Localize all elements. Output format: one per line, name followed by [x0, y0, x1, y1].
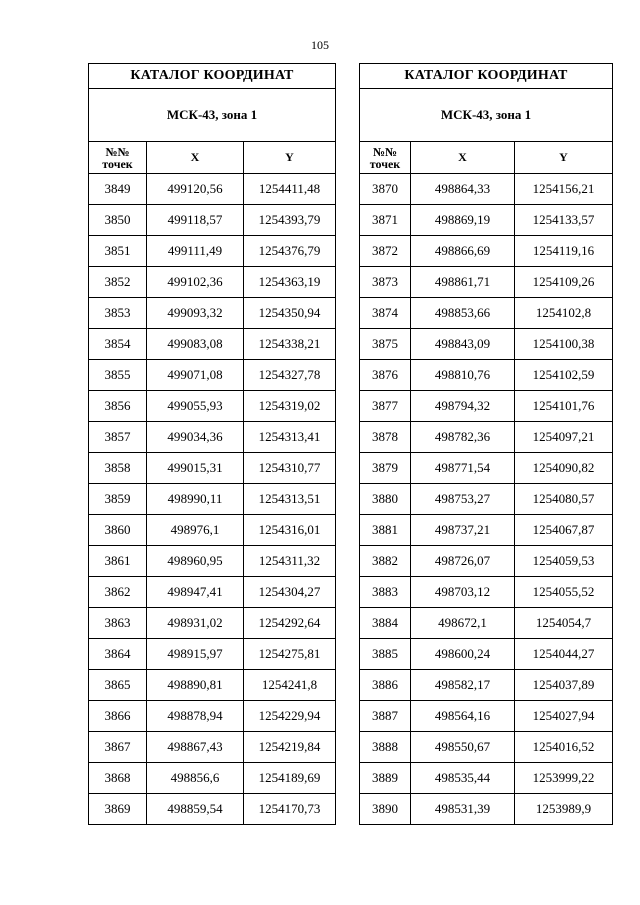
table-row: [360, 484, 613, 515]
cell-point-number: 3857: [89, 422, 147, 453]
cell-y: 1254350,94: [244, 298, 336, 329]
cell-y: 1254319,02: [244, 391, 336, 422]
table-row: [360, 174, 613, 205]
table-row: [89, 174, 336, 205]
table-row: [89, 670, 336, 701]
cell-point-number: 3861: [89, 546, 147, 577]
table-row: [360, 670, 613, 701]
cell-point-number: 3869: [89, 794, 147, 825]
cell-point-number: 3864: [89, 639, 147, 670]
cell-y: 1254393,79: [244, 205, 336, 236]
table-row: [89, 701, 336, 732]
cell-point-number: 3876: [360, 360, 411, 391]
cell-x: 499120,56: [147, 174, 244, 205]
cell-y: 1254109,26: [515, 267, 613, 298]
cell-y: 1254311,32: [244, 546, 336, 577]
table-row: [360, 515, 613, 546]
cell-point-number: 3885: [360, 639, 411, 670]
cell-point-number: 3863: [89, 608, 147, 639]
cell-x: 498550,67: [411, 732, 515, 763]
table-row: [360, 422, 613, 453]
cell-point-number: 3870: [360, 174, 411, 205]
cell-point-number: 3880: [360, 484, 411, 515]
cell-y: 1254156,21: [515, 174, 613, 205]
cell-y: 1254102,59: [515, 360, 613, 391]
table-row: [89, 236, 336, 267]
cell-x: 498582,17: [411, 670, 515, 701]
cell-point-number: 3884: [360, 608, 411, 639]
cell-x: 498853,66: [411, 298, 515, 329]
cell-y: 1254411,48: [244, 174, 336, 205]
cell-y: 1254101,76: [515, 391, 613, 422]
cell-y: 1254338,21: [244, 329, 336, 360]
cell-y: 1254055,52: [515, 577, 613, 608]
table-row: [89, 546, 336, 577]
cell-y: 1254097,21: [515, 422, 613, 453]
cell-y: 1254133,57: [515, 205, 613, 236]
cell-point-number: 3849: [89, 174, 147, 205]
table-row: [89, 577, 336, 608]
cell-y: 1254363,19: [244, 267, 336, 298]
table-row: [360, 546, 613, 577]
cell-x: 499055,93: [147, 391, 244, 422]
page-number: 105: [311, 38, 329, 52]
cell-y: 1254054,7: [515, 608, 613, 639]
table-row: [89, 515, 336, 546]
table-row: [360, 763, 613, 794]
table-row: [89, 453, 336, 484]
cell-x: 498960,95: [147, 546, 244, 577]
cell-point-number: 3868: [89, 763, 147, 794]
table-row: [360, 701, 613, 732]
cell-x: 499093,32: [147, 298, 244, 329]
table-row: [360, 236, 613, 267]
table-row: [89, 391, 336, 422]
cell-point-number: 3855: [89, 360, 147, 391]
cell-x: 498947,41: [147, 577, 244, 608]
cell-x: 498535,44: [411, 763, 515, 794]
cell-x: 498531,39: [411, 794, 515, 825]
cell-y: 1254189,69: [244, 763, 336, 794]
cell-point-number: 3872: [360, 236, 411, 267]
cell-point-number: 3881: [360, 515, 411, 546]
table-subtitle: МСК-43, зона 1: [360, 89, 613, 142]
cell-x: 498864,33: [411, 174, 515, 205]
cell-point-number: 3862: [89, 577, 147, 608]
cell-y: 1254027,94: [515, 701, 613, 732]
cell-point-number: 3887: [360, 701, 411, 732]
cell-x: 498753,27: [411, 484, 515, 515]
cell-point-number: 3883: [360, 577, 411, 608]
cell-x: 498794,32: [411, 391, 515, 422]
table-row: [89, 608, 336, 639]
table-row: [360, 298, 613, 329]
cell-x: 499083,08: [147, 329, 244, 360]
cell-point-number: 3858: [89, 453, 147, 484]
cell-y: 1254229,94: [244, 701, 336, 732]
cell-x: 498867,43: [147, 732, 244, 763]
cell-y: 1254067,87: [515, 515, 613, 546]
table-row: [89, 205, 336, 236]
table-row: [360, 732, 613, 763]
cell-x: 498990,11: [147, 484, 244, 515]
cell-x: 499118,57: [147, 205, 244, 236]
table-row: [360, 639, 613, 670]
cell-point-number: 3871: [360, 205, 411, 236]
column-header-point-number: №№ точек: [360, 142, 411, 174]
cell-y: 1254304,27: [244, 577, 336, 608]
cell-y: 1254376,79: [244, 236, 336, 267]
table-row: [89, 360, 336, 391]
cell-x: 498856,6: [147, 763, 244, 794]
table-row: [360, 794, 613, 825]
table-row: [89, 794, 336, 825]
cell-x: 498976,1: [147, 515, 244, 546]
cell-y: 1254100,38: [515, 329, 613, 360]
cell-point-number: 3851: [89, 236, 147, 267]
column-header-x: X: [411, 142, 515, 174]
cell-x: 498931,02: [147, 608, 244, 639]
cell-point-number: 3875: [360, 329, 411, 360]
cell-x: 498869,19: [411, 205, 515, 236]
cell-point-number: 3879: [360, 453, 411, 484]
coordinate-catalog-table-left: [88, 63, 336, 825]
cell-y: 1254241,8: [244, 670, 336, 701]
cell-y: 1254275,81: [244, 639, 336, 670]
column-header-x: X: [147, 142, 244, 174]
cell-x: 498810,76: [411, 360, 515, 391]
table-row: [360, 267, 613, 298]
table-row: [89, 298, 336, 329]
cell-point-number: 3867: [89, 732, 147, 763]
cell-y: 1254310,77: [244, 453, 336, 484]
cell-y: 1254219,84: [244, 732, 336, 763]
table-row: [360, 391, 613, 422]
table-row: [360, 608, 613, 639]
cell-point-number: 3865: [89, 670, 147, 701]
table-title: КАТАЛОГ КООРДИНАТ: [89, 64, 336, 89]
table-row: [360, 329, 613, 360]
cell-y: 1254080,57: [515, 484, 613, 515]
column-header-point-number: №№ точек: [89, 142, 147, 174]
cell-y: 1254044,27: [515, 639, 613, 670]
cell-x: 498861,71: [411, 267, 515, 298]
cell-x: 499102,36: [147, 267, 244, 298]
cell-x: 498726,07: [411, 546, 515, 577]
table-row: [89, 422, 336, 453]
cell-y: 1254059,53: [515, 546, 613, 577]
cell-y: 1254292,64: [244, 608, 336, 639]
cell-point-number: 3859: [89, 484, 147, 515]
cell-y: 1253989,9: [515, 794, 613, 825]
column-header-y: Y: [515, 142, 613, 174]
cell-point-number: 3866: [89, 701, 147, 732]
cell-x: 498782,36: [411, 422, 515, 453]
cell-point-number: 3854: [89, 329, 147, 360]
cell-y: 1254316,01: [244, 515, 336, 546]
table-subtitle: МСК-43, зона 1: [89, 89, 336, 142]
cell-y: 1254102,8: [515, 298, 613, 329]
cell-x: 498703,12: [411, 577, 515, 608]
cell-x: 498866,69: [411, 236, 515, 267]
column-header-y: Y: [244, 142, 336, 174]
cell-point-number: 3873: [360, 267, 411, 298]
table-row: [360, 453, 613, 484]
cell-x: 499111,49: [147, 236, 244, 267]
table-row: [89, 732, 336, 763]
cell-x: 498890,81: [147, 670, 244, 701]
cell-point-number: 3877: [360, 391, 411, 422]
table-row: [360, 360, 613, 391]
cell-point-number: 3853: [89, 298, 147, 329]
cell-point-number: 3878: [360, 422, 411, 453]
cell-point-number: 3889: [360, 763, 411, 794]
table-row: [89, 484, 336, 515]
cell-y: 1253999,22: [515, 763, 613, 794]
cell-point-number: 3860: [89, 515, 147, 546]
table-row: [89, 267, 336, 298]
cell-point-number: 3890: [360, 794, 411, 825]
table-row: [89, 763, 336, 794]
cell-x: 498672,1: [411, 608, 515, 639]
cell-y: 1254090,82: [515, 453, 613, 484]
table-row: [360, 205, 613, 236]
cell-y: 1254313,41: [244, 422, 336, 453]
cell-x: 499015,31: [147, 453, 244, 484]
table-title: КАТАЛОГ КООРДИНАТ: [360, 64, 613, 89]
cell-y: 1254313,51: [244, 484, 336, 515]
cell-point-number: 3850: [89, 205, 147, 236]
cell-x: 499071,08: [147, 360, 244, 391]
cell-x: 498600,24: [411, 639, 515, 670]
cell-y: 1254119,16: [515, 236, 613, 267]
table-row: [89, 329, 336, 360]
cell-point-number: 3888: [360, 732, 411, 763]
cell-x: 498564,16: [411, 701, 515, 732]
cell-x: 498878,94: [147, 701, 244, 732]
cell-x: 498843,09: [411, 329, 515, 360]
cell-x: 498771,54: [411, 453, 515, 484]
cell-point-number: 3852: [89, 267, 147, 298]
cell-point-number: 3882: [360, 546, 411, 577]
cell-point-number: 3874: [360, 298, 411, 329]
cell-x: 499034,36: [147, 422, 244, 453]
coordinate-catalog-table-right: [359, 63, 613, 825]
cell-x: 498737,21: [411, 515, 515, 546]
cell-y: 1254037,89: [515, 670, 613, 701]
cell-y: 1254170,73: [244, 794, 336, 825]
cell-point-number: 3886: [360, 670, 411, 701]
cell-x: 498859,54: [147, 794, 244, 825]
cell-y: 1254016,52: [515, 732, 613, 763]
cell-x: 498915,97: [147, 639, 244, 670]
cell-y: 1254327,78: [244, 360, 336, 391]
table-row: [89, 639, 336, 670]
table-row: [360, 577, 613, 608]
cell-point-number: 3856: [89, 391, 147, 422]
